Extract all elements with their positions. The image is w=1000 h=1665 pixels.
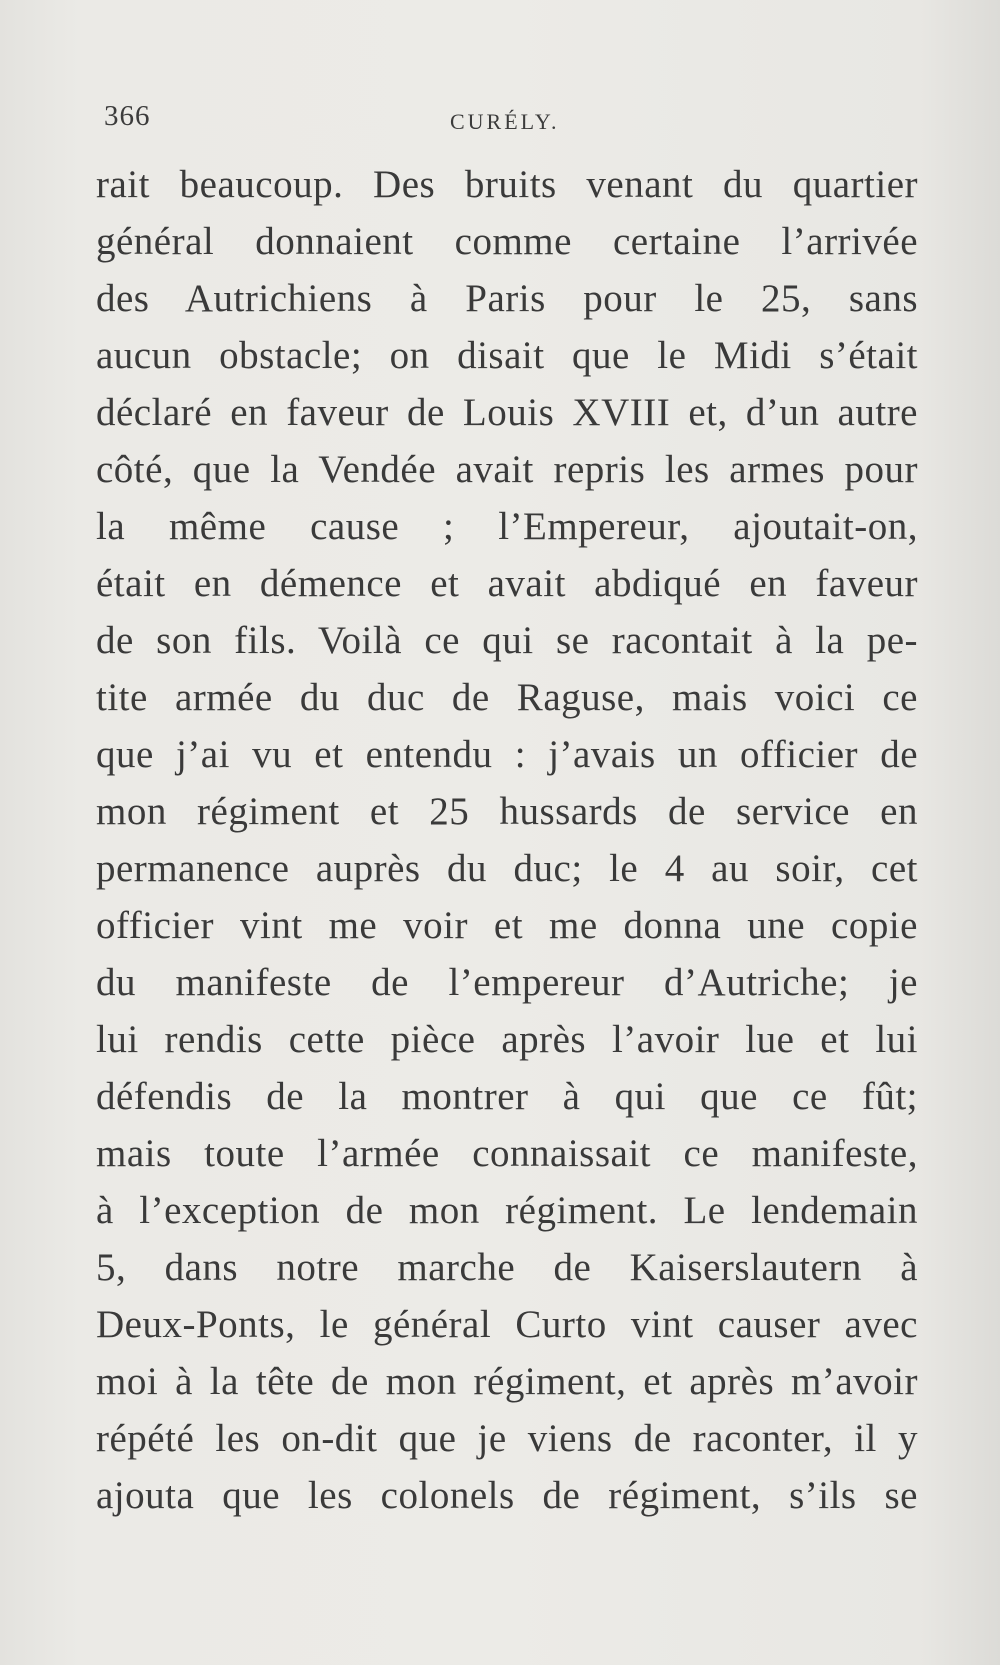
text-line: des Autrichiens à Paris pour le 25, sans — [96, 277, 918, 320]
text-line: côté, que la Vendée avait repris les armes pour — [96, 448, 918, 491]
text-line: aucun obstacle; on disait que le Midi s’était — [96, 334, 918, 377]
page-header — [104, 100, 916, 140]
page-number: 366 — [104, 100, 151, 132]
text-line: à l’exception de mon régiment. Le lendemain — [96, 1189, 918, 1232]
text-line: déclaré en faveur de Louis XVIII et, d’un autre — [96, 391, 918, 434]
text-line: mon régiment et 25 hussards de service en — [96, 790, 918, 833]
text-line: Deux-Ponts, le général Curto vint causer avec — [96, 1303, 918, 1346]
text-line: mais toute l’armée connaissait ce manifeste, — [96, 1132, 918, 1175]
text-line: permanence auprès du duc; le 4 au soir, cet — [96, 847, 918, 890]
text-line: moi à la tête de mon régiment, et après m’avoir — [96, 1360, 918, 1403]
text-line: était en démence et avait abdiqué en faveur — [96, 562, 918, 605]
text-line: du manifeste de l’empereur d’Autriche; je — [96, 961, 918, 1004]
text-line: officier vint me voir et me donna une copie — [96, 904, 918, 947]
text-line: répété les on-dit que je viens de raconter, il y — [96, 1417, 918, 1460]
text-line: défendis de la montrer à qui que ce fût; — [96, 1075, 918, 1118]
text-line: que j’ai vu et entendu : j’avais un officier de — [96, 733, 918, 776]
text-line: rait beaucoup. Des bruits venant du quartier — [96, 163, 918, 206]
running-head: CURÉLY. — [450, 109, 560, 134]
text-line: la même cause ; l’Empereur, ajoutait-on, — [96, 505, 918, 548]
text-line: lui rendis cette pièce après l’avoir lue et lui — [96, 1018, 918, 1061]
text-line: ajouta que les colonels de régiment, s’ils se — [96, 1474, 918, 1517]
text-line: général donnaient comme certaine l’arrivée — [96, 220, 918, 263]
text-line: 5, dans notre marche de Kaiserslautern à — [96, 1246, 918, 1289]
text-line: tite armée du duc de Raguse, mais voici ce — [96, 676, 918, 719]
body-text — [96, 156, 918, 1524]
text-line: de son fils. Voilà ce qui se racontait à la pe- — [96, 619, 918, 662]
